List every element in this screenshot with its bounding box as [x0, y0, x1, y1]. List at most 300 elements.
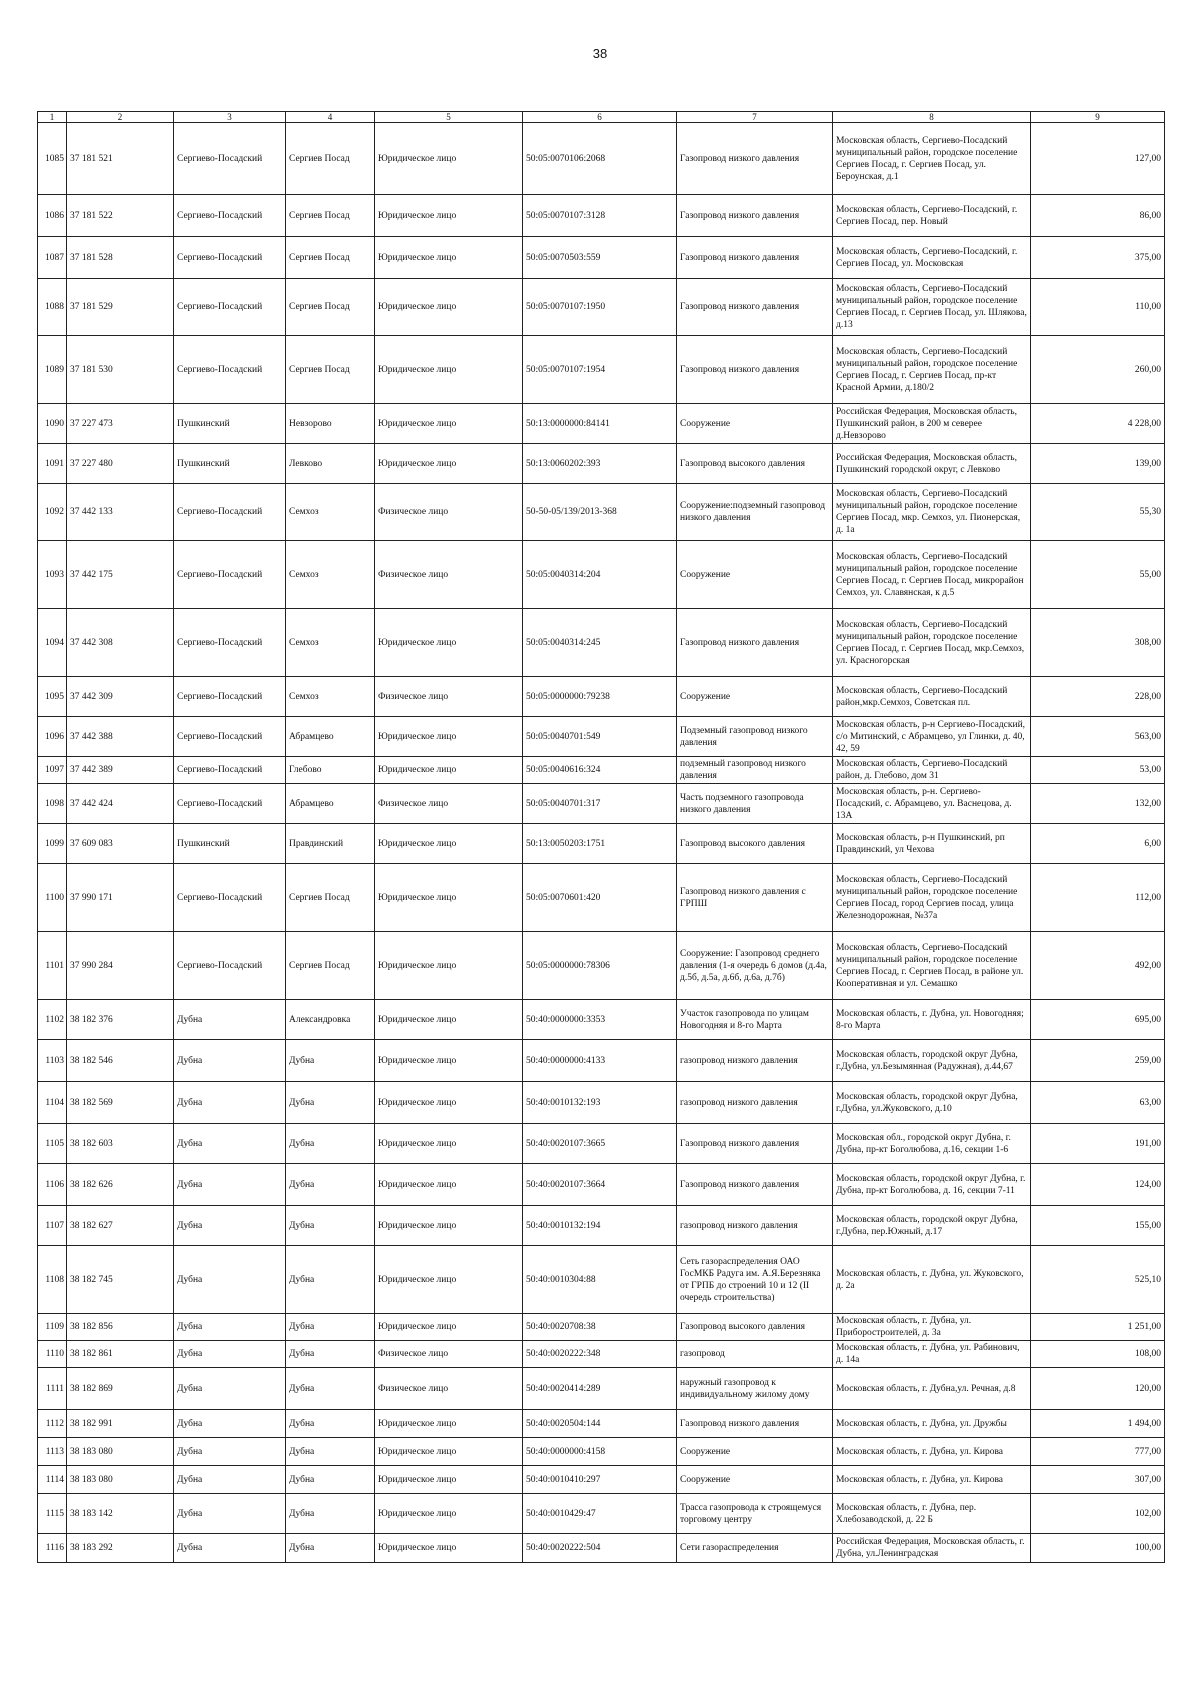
owner-type-cell: Физическое лицо: [375, 784, 523, 824]
code-cell: 38 182 869: [67, 1368, 174, 1410]
locality-cell: Дубна: [286, 1124, 375, 1164]
address-cell: Московская область, р-н Сергиево-Посадский, с/о Митинский, с Абрамцево, ул Глинки, д. 40, 42, 59: [833, 717, 1031, 757]
row-number-cell: 1087: [38, 237, 67, 279]
object-name-cell: Часть подземного газопровода низкого давления: [677, 784, 833, 824]
column-header: 2: [67, 112, 174, 123]
owner-type-cell: Физическое лицо: [375, 1368, 523, 1410]
district-cell: Дубна: [174, 1040, 286, 1082]
code-cell: 38 183 292: [67, 1534, 174, 1563]
table-row: [38, 609, 1165, 677]
table-row: [38, 484, 1165, 541]
code-cell: 37 442 308: [67, 609, 174, 677]
code-cell: 38 182 376: [67, 1000, 174, 1040]
row-number-cell: 1086: [38, 195, 67, 237]
code-cell: 37 181 521: [67, 123, 174, 195]
cadastral-number-cell: 50:40:0000000:3353: [523, 1000, 677, 1040]
locality-cell: Правдинский: [286, 824, 375, 864]
code-cell: 38 182 991: [67, 1410, 174, 1438]
table-row: [38, 195, 1165, 237]
row-number-cell: 1098: [38, 784, 67, 824]
owner-type-cell: Юридическое лицо: [375, 1164, 523, 1206]
district-cell: Дубна: [174, 1206, 286, 1246]
district-cell: Дубна: [174, 1438, 286, 1466]
district-cell: Сергиево-Посадский: [174, 279, 286, 336]
cadastral-number-cell: 50:40:0010304:88: [523, 1246, 677, 1314]
code-cell: 37 442 133: [67, 484, 174, 541]
column-header: 8: [833, 112, 1031, 123]
row-number-cell: 1103: [38, 1040, 67, 1082]
code-cell: 37 442 309: [67, 677, 174, 717]
object-name-cell: Сооружение: Газопровод среднего давления (1-я очередь 6 домов (д.4а, д.5б, д.5а, д.6б, д.6а, д.7б): [677, 932, 833, 1000]
owner-type-cell: Юридическое лицо: [375, 404, 523, 444]
district-cell: Сергиево-Посадский: [174, 677, 286, 717]
locality-cell: Сергиев Посад: [286, 336, 375, 404]
column-header: 5: [375, 112, 523, 123]
code-cell: 38 182 861: [67, 1341, 174, 1368]
district-cell: Сергиево-Посадский: [174, 541, 286, 609]
owner-type-cell: Юридическое лицо: [375, 336, 523, 404]
length-cell: 108,00: [1031, 1341, 1165, 1368]
row-number-cell: 1102: [38, 1000, 67, 1040]
code-cell: 37 181 522: [67, 195, 174, 237]
district-cell: Дубна: [174, 1246, 286, 1314]
row-number-cell: 1106: [38, 1164, 67, 1206]
locality-cell: Дубна: [286, 1341, 375, 1368]
object-name-cell: Газопровод низкого давления: [677, 195, 833, 237]
code-cell: 37 609 083: [67, 824, 174, 864]
address-cell: Московская область, Сергиево-Посадский муниципальный район, городское поселение Сергиев Посад, г. Сергиев Посад, ул. Шлякова, д.13: [833, 279, 1031, 336]
object-name-cell: Газопровод низкого давления: [677, 123, 833, 195]
column-header: 7: [677, 112, 833, 123]
cadastral-number-cell: 50:40:0020414:289: [523, 1368, 677, 1410]
row-number-cell: 1090: [38, 404, 67, 444]
owner-type-cell: Юридическое лицо: [375, 1124, 523, 1164]
cadastral-number-cell: 50-50-05/139/2013-368: [523, 484, 677, 541]
district-cell: Дубна: [174, 1368, 286, 1410]
length-cell: 63,00: [1031, 1082, 1165, 1124]
locality-cell: Сергиев Посад: [286, 195, 375, 237]
district-cell: Дубна: [174, 1341, 286, 1368]
cadastral-number-cell: 50:40:0020504:144: [523, 1410, 677, 1438]
row-number-cell: 1114: [38, 1466, 67, 1494]
code-cell: 38 182 627: [67, 1206, 174, 1246]
object-name-cell: Газопровод низкого давления: [677, 279, 833, 336]
object-name-cell: газопровод низкого давления: [677, 1206, 833, 1246]
district-cell: Дубна: [174, 1466, 286, 1494]
length-cell: 260,00: [1031, 336, 1165, 404]
row-number-cell: 1088: [38, 279, 67, 336]
locality-cell: Семхоз: [286, 677, 375, 717]
locality-cell: Семхоз: [286, 484, 375, 541]
address-cell: Московская область, р-н. Сергиево-Посадский, с. Абрамцево, ул. Васнецова, д. 13А: [833, 784, 1031, 824]
address-cell: Московская область, Сергиево-Посадский муниципальный район, городское поселение Сергиев Посад, г. Сергиев Посад, мкр.Семхоз, ул. Красногорская: [833, 609, 1031, 677]
district-cell: Дубна: [174, 1314, 286, 1341]
district-cell: Сергиево-Посадский: [174, 336, 286, 404]
owner-type-cell: Физическое лицо: [375, 1341, 523, 1368]
header-row: [38, 112, 1165, 123]
row-number-cell: 1101: [38, 932, 67, 1000]
owner-type-cell: Юридическое лицо: [375, 1410, 523, 1438]
cadastral-number-cell: 50:05:0040701:549: [523, 717, 677, 757]
object-name-cell: Газопровод низкого давления: [677, 237, 833, 279]
object-name-cell: Сооружение: [677, 541, 833, 609]
table-row: [38, 824, 1165, 864]
row-number-cell: 1109: [38, 1314, 67, 1341]
locality-cell: Дубна: [286, 1410, 375, 1438]
district-cell: Сергиево-Посадский: [174, 864, 286, 932]
row-number-cell: 1111: [38, 1368, 67, 1410]
table-row: [38, 1341, 1165, 1368]
code-cell: 37 181 529: [67, 279, 174, 336]
object-name-cell: Участок газопровода по улицам Новогодняя и 8-го Марта: [677, 1000, 833, 1040]
row-number-cell: 1089: [38, 336, 67, 404]
cadastral-number-cell: 50:40:0020708:38: [523, 1314, 677, 1341]
owner-type-cell: Юридическое лицо: [375, 1040, 523, 1082]
length-cell: 100,00: [1031, 1534, 1165, 1563]
column-header: 9: [1031, 112, 1165, 123]
cadastral-number-cell: 50:05:0040314:245: [523, 609, 677, 677]
table-row: [38, 1534, 1165, 1563]
length-cell: 777,00: [1031, 1438, 1165, 1466]
owner-type-cell: Физическое лицо: [375, 541, 523, 609]
cadastral-number-cell: 50:40:0010132:193: [523, 1082, 677, 1124]
column-header: 4: [286, 112, 375, 123]
length-cell: 228,00: [1031, 677, 1165, 717]
locality-cell: Александровка: [286, 1000, 375, 1040]
row-number-cell: 1096: [38, 717, 67, 757]
table-row: [38, 1368, 1165, 1410]
row-number-cell: 1093: [38, 541, 67, 609]
table-row: [38, 1410, 1165, 1438]
locality-cell: Дубна: [286, 1314, 375, 1341]
locality-cell: Дубна: [286, 1494, 375, 1534]
table-row: [38, 1494, 1165, 1534]
address-cell: Московская обл., городской округ Дубна, г. Дубна, пр-кт Боголюбова, д.16, секции 1-6: [833, 1124, 1031, 1164]
cadastral-number-cell: 50:05:0070601:420: [523, 864, 677, 932]
length-cell: 110,00: [1031, 279, 1165, 336]
object-name-cell: Сооружение: [677, 1466, 833, 1494]
object-name-cell: газопровод низкого давления: [677, 1082, 833, 1124]
object-name-cell: Газопровод высокого давления: [677, 444, 833, 484]
code-cell: 37 181 528: [67, 237, 174, 279]
object-name-cell: Сооружение:подземный газопровод низкого давления: [677, 484, 833, 541]
registry-table: [37, 111, 1165, 1563]
length-cell: 375,00: [1031, 237, 1165, 279]
code-cell: 37 227 473: [67, 404, 174, 444]
table-row: [38, 1438, 1165, 1466]
owner-type-cell: Юридическое лицо: [375, 1000, 523, 1040]
address-cell: Московская область, г. Дубна, ул. Кирова: [833, 1438, 1031, 1466]
district-cell: Сергиево-Посадский: [174, 757, 286, 784]
owner-type-cell: Физическое лицо: [375, 677, 523, 717]
table-row: [38, 864, 1165, 932]
row-number-cell: 1099: [38, 824, 67, 864]
locality-cell: Абрамцево: [286, 784, 375, 824]
length-cell: 102,00: [1031, 1494, 1165, 1534]
table-row: [38, 932, 1165, 1000]
length-cell: 563,00: [1031, 717, 1165, 757]
length-cell: 155,00: [1031, 1206, 1165, 1246]
table-row: [38, 1040, 1165, 1082]
table-row: [38, 541, 1165, 609]
district-cell: Пушкинский: [174, 444, 286, 484]
address-cell: Московская область, Сергиево-Посадский муниципальный район, городское поселение Сергиев Посад, г. Сергиев Посад, ул. Бероунская, д.1: [833, 123, 1031, 195]
address-cell: Российская Федерация, Московская область, г. Дубна, ул.Ленинградская: [833, 1534, 1031, 1563]
district-cell: Дубна: [174, 1000, 286, 1040]
locality-cell: Семхоз: [286, 609, 375, 677]
owner-type-cell: Физическое лицо: [375, 484, 523, 541]
locality-cell: Левково: [286, 444, 375, 484]
table-body: [38, 123, 1165, 1563]
cadastral-number-cell: 50:40:0010429:47: [523, 1494, 677, 1534]
code-cell: 38 182 626: [67, 1164, 174, 1206]
locality-cell: Дубна: [286, 1082, 375, 1124]
object-name-cell: Газопровод низкого давления: [677, 1410, 833, 1438]
address-cell: Московская область, Сергиево-Посадский район,мкр.Семхоз, Советская пл.: [833, 677, 1031, 717]
address-cell: Московская область, городской округ Дубна, г.Дубна, ул.Безымянная (Радужная), д.44,67: [833, 1040, 1031, 1082]
cadastral-number-cell: 50:13:0050203:1751: [523, 824, 677, 864]
length-cell: 4 228,00: [1031, 404, 1165, 444]
address-cell: Московская область, г. Дубна, ул. Дружбы: [833, 1410, 1031, 1438]
row-number-cell: 1116: [38, 1534, 67, 1563]
owner-type-cell: Юридическое лицо: [375, 1206, 523, 1246]
cadastral-number-cell: 50:05:0000000:78306: [523, 932, 677, 1000]
address-cell: Московская область, Сергиево-Посадский, г. Сергиев Посад, ул. Московская: [833, 237, 1031, 279]
cadastral-number-cell: 50:40:0010410:297: [523, 1466, 677, 1494]
code-cell: 37 442 388: [67, 717, 174, 757]
owner-type-cell: Юридическое лицо: [375, 824, 523, 864]
row-number-cell: 1092: [38, 484, 67, 541]
row-number-cell: 1113: [38, 1438, 67, 1466]
length-cell: 55,30: [1031, 484, 1165, 541]
object-name-cell: Газопровод низкого давления: [677, 1124, 833, 1164]
owner-type-cell: Юридическое лицо: [375, 717, 523, 757]
locality-cell: Дубна: [286, 1246, 375, 1314]
locality-cell: Сергиев Посад: [286, 123, 375, 195]
locality-cell: Дубна: [286, 1534, 375, 1563]
object-name-cell: Сеть газораспределения ОАО ГосМКБ Радуга им. А.Я.Березняка от ГРПБ до строений 10 и 12 (II очередь строительства): [677, 1246, 833, 1314]
locality-cell: Сергиев Посад: [286, 932, 375, 1000]
cadastral-number-cell: 50:05:0040701:317: [523, 784, 677, 824]
address-cell: Московская область, г. Дубна, ул. Новогодняя; 8-го Марта: [833, 1000, 1031, 1040]
length-cell: 6,00: [1031, 824, 1165, 864]
length-cell: 112,00: [1031, 864, 1165, 932]
page-number: 38: [592, 46, 608, 61]
address-cell: Московская область, г. Дубна,ул. Речная, д.8: [833, 1368, 1031, 1410]
row-number-cell: 1095: [38, 677, 67, 717]
district-cell: Дубна: [174, 1494, 286, 1534]
length-cell: 127,00: [1031, 123, 1165, 195]
locality-cell: Дубна: [286, 1206, 375, 1246]
length-cell: 1 251,00: [1031, 1314, 1165, 1341]
district-cell: Дубна: [174, 1082, 286, 1124]
length-cell: 86,00: [1031, 195, 1165, 237]
address-cell: Московская область, г. Дубна, ул. Кирова: [833, 1466, 1031, 1494]
address-cell: Московская область, г. Дубна, ул. Жуковского, д. 2а: [833, 1246, 1031, 1314]
code-cell: 38 182 546: [67, 1040, 174, 1082]
cadastral-number-cell: 50:05:0070503:559: [523, 237, 677, 279]
address-cell: Московская область, Сергиево-Посадский район, д. Глебово, дом 31: [833, 757, 1031, 784]
row-number-cell: 1107: [38, 1206, 67, 1246]
cadastral-number-cell: 50:40:0020222:504: [523, 1534, 677, 1563]
locality-cell: Сергиев Посад: [286, 279, 375, 336]
locality-cell: Дубна: [286, 1438, 375, 1466]
code-cell: 38 183 080: [67, 1466, 174, 1494]
code-cell: 37 442 175: [67, 541, 174, 609]
length-cell: 55,00: [1031, 541, 1165, 609]
object-name-cell: Газопровод низкого давления: [677, 609, 833, 677]
length-cell: 120,00: [1031, 1368, 1165, 1410]
length-cell: 53,00: [1031, 757, 1165, 784]
code-cell: 38 182 745: [67, 1246, 174, 1314]
locality-cell: Дубна: [286, 1164, 375, 1206]
cadastral-number-cell: 50:05:0040616:324: [523, 757, 677, 784]
code-cell: 38 182 569: [67, 1082, 174, 1124]
address-cell: Московская область, г. Дубна, пер. Хлебозаводской, д. 22 Б: [833, 1494, 1031, 1534]
cadastral-number-cell: 50:05:0070107:3128: [523, 195, 677, 237]
length-cell: 139,00: [1031, 444, 1165, 484]
address-cell: Московская область, Сергиево-Посадский муниципальный район, городское поселение Сергиев Посад, город Сергиев посад, улица Железнодорожная, №37а: [833, 864, 1031, 932]
owner-type-cell: Юридическое лицо: [375, 1082, 523, 1124]
address-cell: Российская Федерация, Московская область, Пушкинский городской округ, с Левково: [833, 444, 1031, 484]
row-number-cell: 1094: [38, 609, 67, 677]
code-cell: 38 183 080: [67, 1438, 174, 1466]
object-name-cell: наружный газопровод к индивидуальному жилому дому: [677, 1368, 833, 1410]
table-row: [38, 123, 1165, 195]
row-number-cell: 1097: [38, 757, 67, 784]
object-name-cell: Сооружение: [677, 677, 833, 717]
object-name-cell: Подземный газопровод низкого давления: [677, 717, 833, 757]
table-row: [38, 1314, 1165, 1341]
address-cell: Московская область, р-н Пушкинский, рп Правдинский, ул Чехова: [833, 824, 1031, 864]
owner-type-cell: Юридическое лицо: [375, 237, 523, 279]
object-name-cell: газопровод низкого давления: [677, 1040, 833, 1082]
district-cell: Сергиево-Посадский: [174, 784, 286, 824]
address-cell: Московская область, Сергиево-Посадский муниципальный район, городское поселение Сергиев Посад, г. Сергиев Посад, пр-кт Красной Армии, д.180/2: [833, 336, 1031, 404]
table-row: [38, 757, 1165, 784]
length-cell: 1 494,00: [1031, 1410, 1165, 1438]
code-cell: 37 442 424: [67, 784, 174, 824]
length-cell: 124,00: [1031, 1164, 1165, 1206]
owner-type-cell: Юридическое лицо: [375, 444, 523, 484]
district-cell: Дубна: [174, 1164, 286, 1206]
cadastral-number-cell: 50:13:0060202:393: [523, 444, 677, 484]
cadastral-number-cell: 50:40:0020107:3665: [523, 1124, 677, 1164]
table-row: [38, 677, 1165, 717]
district-cell: Пушкинский: [174, 824, 286, 864]
table-row: [38, 404, 1165, 444]
table-row: [38, 1246, 1165, 1314]
cadastral-number-cell: 50:05:0070107:1954: [523, 336, 677, 404]
code-cell: 37 181 530: [67, 336, 174, 404]
length-cell: 695,00: [1031, 1000, 1165, 1040]
address-cell: Московская область, Сергиево-Посадский муниципальный район, городское поселение Сергиев Посад, мкр. Семхоз, ул. Пионерская, д. 1а: [833, 484, 1031, 541]
object-name-cell: Сооружение: [677, 1438, 833, 1466]
locality-cell: Семхоз: [286, 541, 375, 609]
locality-cell: Дубна: [286, 1466, 375, 1494]
column-header: 1: [38, 112, 67, 123]
district-cell: Сергиево-Посадский: [174, 932, 286, 1000]
object-name-cell: Газопровод низкого давления с ГРПШ: [677, 864, 833, 932]
object-name-cell: Газопровод низкого давления: [677, 336, 833, 404]
row-number-cell: 1105: [38, 1124, 67, 1164]
locality-cell: Невзорово: [286, 404, 375, 444]
address-cell: Московская область, городской округ Дубна, г. Дубна, пр-кт Боголюбова, д. 16, секции 7-11: [833, 1164, 1031, 1206]
district-cell: Дубна: [174, 1534, 286, 1563]
length-cell: 132,00: [1031, 784, 1165, 824]
code-cell: 38 182 603: [67, 1124, 174, 1164]
length-cell: 307,00: [1031, 1466, 1165, 1494]
object-name-cell: Сети газораспределения: [677, 1534, 833, 1563]
owner-type-cell: Юридическое лицо: [375, 1246, 523, 1314]
column-header: 6: [523, 112, 677, 123]
district-cell: Сергиево-Посадский: [174, 195, 286, 237]
length-cell: 492,00: [1031, 932, 1165, 1000]
owner-type-cell: Юридическое лицо: [375, 609, 523, 677]
address-cell: Московская область, г. Дубна, ул. Приборостроителей, д. 3а: [833, 1314, 1031, 1341]
address-cell: Московская область, Сергиево-Посадский муниципальный район, городское поселение Сергиев Посад, г. Сергиев Посад, в районе ул. Кооперативная и ул. Семашко: [833, 932, 1031, 1000]
object-name-cell: Газопровод высокого давления: [677, 1314, 833, 1341]
table-row: [38, 444, 1165, 484]
object-name-cell: Сооружение: [677, 404, 833, 444]
code-cell: 38 182 856: [67, 1314, 174, 1341]
code-cell: 37 990 284: [67, 932, 174, 1000]
locality-cell: Сергиев Посад: [286, 237, 375, 279]
district-cell: Дубна: [174, 1410, 286, 1438]
owner-type-cell: Юридическое лицо: [375, 195, 523, 237]
locality-cell: Сергиев Посад: [286, 864, 375, 932]
row-number-cell: 1115: [38, 1494, 67, 1534]
row-number-cell: 1085: [38, 123, 67, 195]
cadastral-number-cell: 50:05:0070107:1950: [523, 279, 677, 336]
cadastral-number-cell: 50:40:0020222:348: [523, 1341, 677, 1368]
cadastral-number-cell: 50:13:0000000:84141: [523, 404, 677, 444]
cadastral-number-cell: 50:05:0040314:204: [523, 541, 677, 609]
owner-type-cell: Юридическое лицо: [375, 279, 523, 336]
address-cell: Российская Федерация, Московская область, Пушкинский район, в 200 м северее д.Невзорово: [833, 404, 1031, 444]
owner-type-cell: Юридическое лицо: [375, 1534, 523, 1563]
table-row: [38, 336, 1165, 404]
row-number-cell: 1108: [38, 1246, 67, 1314]
length-cell: 259,00: [1031, 1040, 1165, 1082]
cadastral-number-cell: 50:05:0000000:79238: [523, 677, 677, 717]
cadastral-number-cell: 50:05:0070106:2068: [523, 123, 677, 195]
code-cell: 37 442 389: [67, 757, 174, 784]
locality-cell: Глебово: [286, 757, 375, 784]
table-row: [38, 717, 1165, 757]
cadastral-number-cell: 50:40:0000000:4133: [523, 1040, 677, 1082]
table-row: [38, 1164, 1165, 1206]
object-name-cell: Трасса газопровода к строящемуся торговому центру: [677, 1494, 833, 1534]
row-number-cell: 1112: [38, 1410, 67, 1438]
cadastral-number-cell: 50:40:0010132:194: [523, 1206, 677, 1246]
object-name-cell: газопровод: [677, 1341, 833, 1368]
table-row: [38, 1124, 1165, 1164]
address-cell: Московская область, г. Дубна, ул. Рабинович, д. 14а: [833, 1341, 1031, 1368]
address-cell: Московская область, городской округ Дубна, г.Дубна, пер.Южный, д.17: [833, 1206, 1031, 1246]
table-row: [38, 1206, 1165, 1246]
length-cell: 191,00: [1031, 1124, 1165, 1164]
district-cell: Дубна: [174, 1124, 286, 1164]
owner-type-cell: Юридическое лицо: [375, 864, 523, 932]
length-cell: 525,10: [1031, 1246, 1165, 1314]
code-cell: 37 990 171: [67, 864, 174, 932]
owner-type-cell: Юридическое лицо: [375, 1466, 523, 1494]
district-cell: Сергиево-Посадский: [174, 609, 286, 677]
district-cell: Сергиево-Посадский: [174, 717, 286, 757]
object-name-cell: подземный газопровод низкого давления: [677, 757, 833, 784]
address-cell: Московская область, городской округ Дубна, г.Дубна, ул.Жуковского, д.10: [833, 1082, 1031, 1124]
